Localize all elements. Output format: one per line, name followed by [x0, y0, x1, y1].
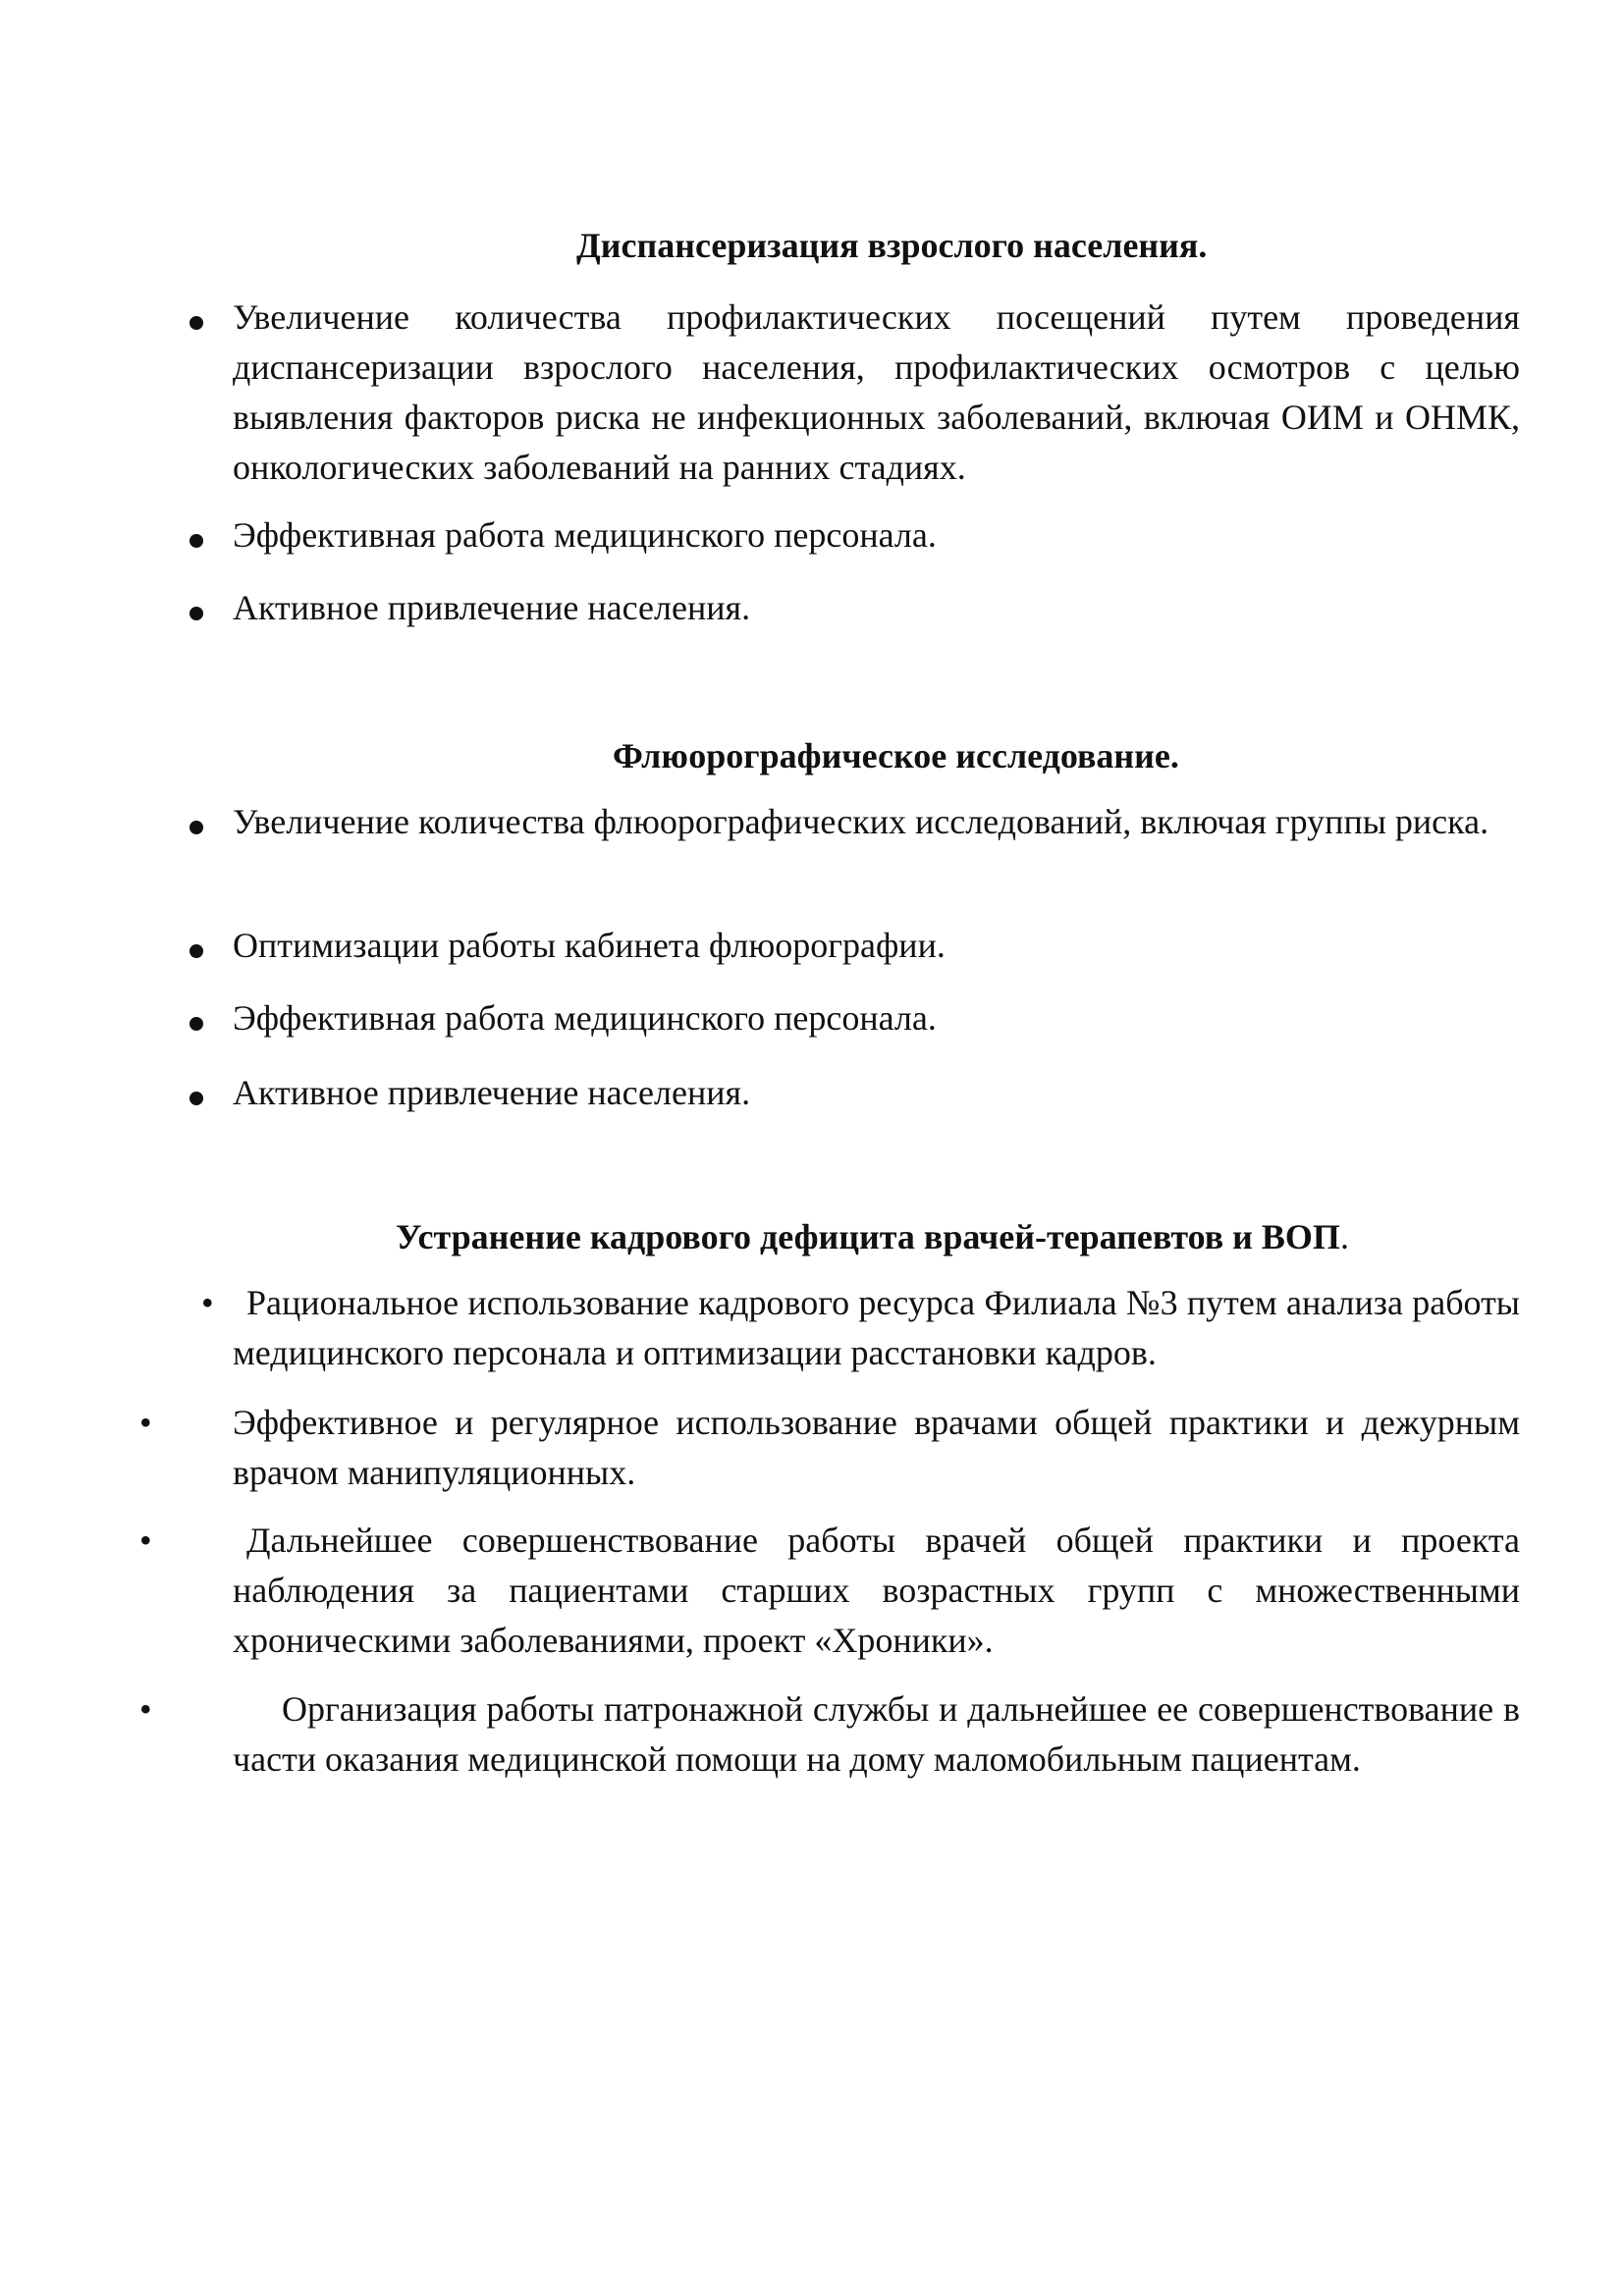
list-item: Увеличение количества профилактических посещений путем проведения диспансеризации взрослого населения, профилактических осмотров с целью выявления факторов риска не инфекционных заболеваний, включая ОИМ и ОНМК, онкологических заболеваний на ранних стадиях. — [233, 297, 1520, 487]
bullet-icon: • — [139, 1521, 152, 1560]
bullet-icon — [187, 589, 208, 605]
list-item-text: Дальнейшее совершенствование работы врачей общей практики и проекта наблюдения за пациентами старших возрастных групп с множественными хроническими заболеваниями, проект «Хроники». — [233, 1521, 1520, 1660]
bullet-icon — [187, 516, 208, 532]
list-item-text: Организация работы патронажной службы и дальнейшее ее совершенствование в части оказания медицинской помощи на дому маломобильным пациентам. — [233, 1689, 1520, 1779]
bullet-icon: • — [201, 1283, 214, 1322]
list-item: Активное привлечение населения. — [233, 1073, 751, 1112]
heading-period: . — [1339, 1217, 1349, 1256]
list-item: Оптимизации работы кабинета флюорографии. — [233, 926, 946, 965]
section-heading-dispanserization — [0, 224, 1623, 267]
bullet-icon: • — [139, 1403, 152, 1442]
bullet-icon — [187, 803, 208, 819]
bullet-icon — [187, 999, 208, 1015]
heading-text: Диспансеризация взрослого населения. — [576, 226, 1208, 265]
heading-text: Флюорографическое исследование. — [613, 736, 1179, 775]
list-item: Увеличение количества флюорографических исследований, включая группы риска. — [233, 802, 1489, 841]
list-item: Активное привлечение населения. — [233, 588, 751, 627]
list-item: Эффективная работа медицинского персонала. — [233, 998, 937, 1038]
bullet-icon — [187, 1074, 208, 1090]
list-item: Эффективное и регулярное использование врачами общей практики и дежурным врачом манипуляционных. — [233, 1403, 1520, 1492]
list-item — [233, 1516, 1520, 1666]
bullet-icon: • — [139, 1689, 152, 1729]
bullet-icon — [187, 298, 208, 314]
list-item — [233, 1684, 1520, 1785]
list-item: Эффективная работа медицинского персонала. — [233, 515, 937, 555]
heading-text: Устранение кадрового дефицита врачей-терапевтов и ВОП — [396, 1217, 1340, 1256]
section-heading-staff-deficit — [0, 1215, 1623, 1258]
section-heading-fluorography — [0, 734, 1623, 777]
bullet-icon — [187, 927, 208, 942]
list-item-text: Рациональное использование кадрового ресурса Филиала №3 путем анализа работы медицинского персонала и оптимизации расстановки кадров. — [233, 1283, 1520, 1372]
list-item — [233, 1278, 1520, 1378]
